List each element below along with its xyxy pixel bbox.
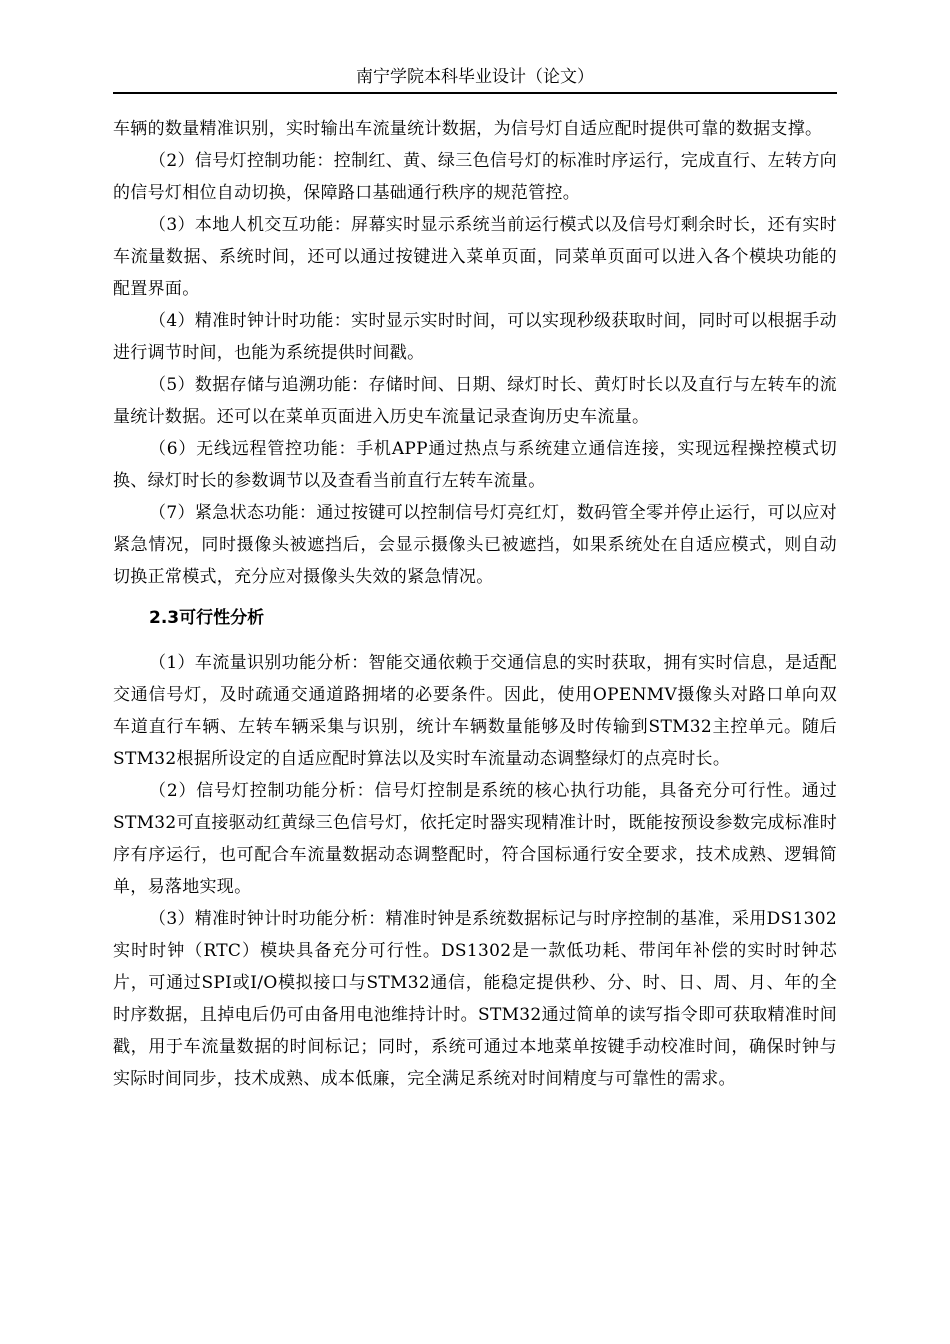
paragraph-clock-timing: （4）精准时钟计时功能：实时显示实时时间，可以实现秒级获取时间，同时可以根据手动进行调节时间，也能为系统提供时间戳。 — [113, 311, 837, 363]
running-header: 南宁学院本科毕业设计（论文） — [356, 67, 594, 87]
paragraph-emergency-state: （7）紧急状态功能：通过按键可以控制信号灯亮红灯，数码管全零并停止运行，可以应对紧急情况，同时摄像头被遮挡后，会显示摄像头已被遮挡，如果系统处在自适应模式，则自动切换正常模式，充分应对摄像头失效的紧急情况。 — [113, 503, 837, 587]
paragraph-local-hmi: （3）本地人机交互功能：屏幕实时显示系统当前运行模式以及信号灯剩余时长，还有实时车流量数据、系统时间，还可以通过按键进入菜单页面，同菜单页面可以进入各个模块功能的配置界面。 — [113, 215, 837, 299]
header-rule — [113, 92, 837, 94]
paragraph-clock-analysis: （3）精准时钟计时功能分析：精准时钟是系统数据标记与时序控制的基准，采用DS1302实时时钟（RTC）模块具备充分可行性。DS1302是一款低功耗、带闰年补偿的实时时钟芯片，可通过SPI或I/O模拟接口与STM32通信，能稳定提供秒、分、时、日、周、月、年的全时序数据，且掉电后仍可由备用电池维持计时。STM32通过简单的读写指令即可获取精准时间戳，用于车流量数据的时间标记；同时，系统可通过本地菜单按键手动校准时间，确保时钟与实际时间同步，技术成熟、成本低廉，完全满足系统对时间精度与可靠性的需求。 — [113, 909, 837, 1089]
document-body — [113, 113, 837, 1095]
paragraph-traffic-recognition-analysis: （1）车流量识别功能分析：智能交通依赖于交通信息的实时获取，拥有实时信息，是适配交通信号灯，及时疏通交通道路拥堵的必要条件。因此，使用OPENMV摄像头对路口单向双车道直行车辆、左转车辆采集与识别，统计车辆数量能够及时传输到STM32主控单元。随后STM32根据所设定的自适应配时算法以及实时车流量动态调整绿灯的点亮时长。 — [113, 653, 837, 769]
section-heading: 2.3可行性分析 — [149, 608, 265, 628]
paragraph-wireless-control: （6）无线远程管控功能：手机APP通过热点与系统建立通信连接，实现远程操控模式切换、绿灯时长的参数调节以及查看当前直行左转车流量。 — [113, 439, 837, 491]
paragraph-traffic-light-control: （2）信号灯控制功能：控制红、黄、绿三色信号灯的标准时序运行，完成直行、左转方向的信号灯相位自动切换，保障路口基础通行秩序的规范管控。 — [113, 151, 837, 203]
paragraph-light-control-analysis: （2）信号灯控制功能分析：信号灯控制是系统的核心执行功能，具备充分可行性。通过STM32可直接驱动红黄绿三色信号灯，依托定时器实现精准计时，既能按预设参数完成标准时序有序运行，也可配合车流量数据动态调整配时，符合国标通行安全要求，技术成熟、逻辑简单，易落地实现。 — [113, 781, 837, 897]
paragraph-continuation: 车辆的数量精准识别，实时输出车流量统计数据，为信号灯自适应配时提供可靠的数据支撑。 — [113, 119, 823, 139]
paragraph-data-storage: （5）数据存储与追溯功能：存储时间、日期、绿灯时长、黄灯时长以及直行与左转车的流量统计数据。还可以在菜单页面进入历史车流量记录查询历史车流量。 — [113, 375, 837, 427]
